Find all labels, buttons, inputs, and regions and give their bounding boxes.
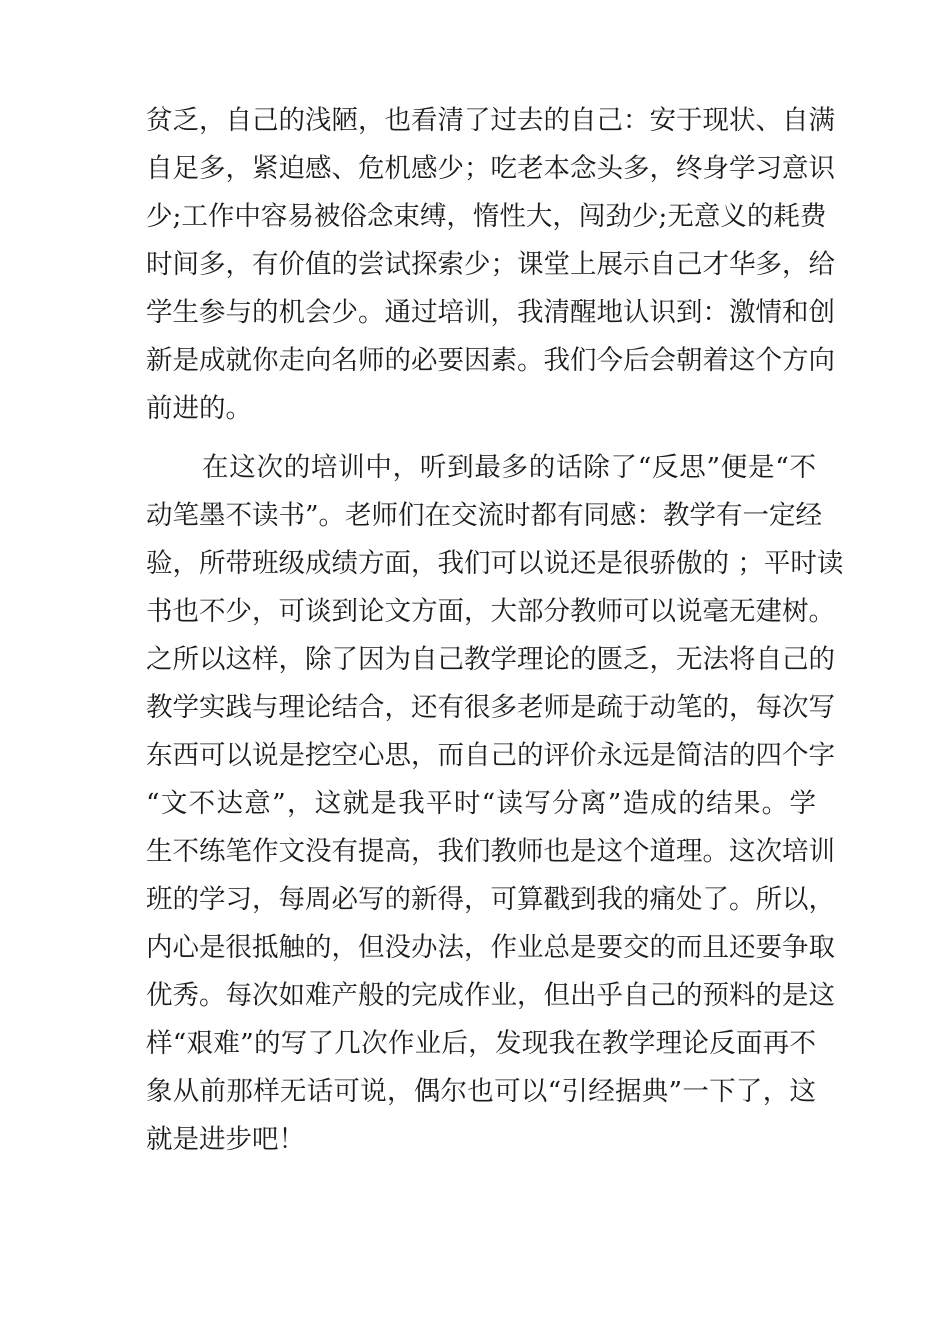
text-line: 内心是很抵触的，但没办法，作业总是要交的而且还要争取 (146, 932, 835, 963)
text-line: 东西可以说是挖空心思，而自己的评价永远是简洁的四个字 (146, 740, 835, 771)
text-line: 在这次的培训中，听到最多的话除了“反思”便是“不 (202, 452, 816, 483)
text-line: “文不达意”，这就是我平时“读写分离”造成的结果。学 (146, 788, 816, 819)
text-line: 学生参与的机会少。通过培训，我清醒地认识到：激情和创 (146, 297, 835, 328)
text-line: 新是成就你走向名师的必要因素。我们今后会朝着这个方向 (146, 345, 835, 376)
text-line: 优秀。每次如难产般的完成作业，但出乎自己的预料的是这 (146, 980, 835, 1011)
paragraph (146, 444, 844, 1164)
text-line: 样“艰难”的写了几次作业后，发现我在教学理论反面再不 (146, 1028, 816, 1059)
text-line: 教学实践与理论结合，还有很多老师是疏于动笔的，每次写 (146, 692, 835, 723)
text-line: 动笔墨不读书”。老师们在交流时都有同感：教学有一定经 (146, 500, 823, 531)
text-line: 时间多，有价值的尝试探索少；课堂上展示自己才华多，给 (146, 249, 835, 280)
text-line: 自足多，紧迫感、危机感少；吃老本念头多，终身学习意识 (146, 153, 835, 184)
text-line: 前进的。 (146, 393, 252, 424)
text-line: 少;工作中容易被俗念束缚，惰性大，闯劲少;无意义的耗费 (146, 201, 827, 232)
text-line: 象从前那样无话可说，偶尔也可以“引经据典”一下了，这 (146, 1076, 816, 1107)
text-line: 验，所带班级成绩方面，我们可以说还是很骄傲的 ；平时读 (146, 548, 844, 579)
text-line: 生不练笔作文没有提高，我们教师也是这个道理。这次培训 (146, 836, 835, 867)
text-line: 就是进步吧！ (146, 1124, 305, 1155)
paragraph (146, 97, 835, 433)
text-line: 班的学习，每周必写的新得，可算戳到我的痛处了。所以， (146, 884, 835, 915)
text-line: 贫乏，自己的浅陋，也看清了过去的自己：安于现状、自满 (146, 105, 835, 136)
text-line: 之所以这样，除了因为自己教学理论的匮乏，无法将自己的 (146, 644, 835, 675)
text-line: 书也不少，可谈到论文方面，大部分教师可以说毫无建树。 (146, 596, 835, 627)
